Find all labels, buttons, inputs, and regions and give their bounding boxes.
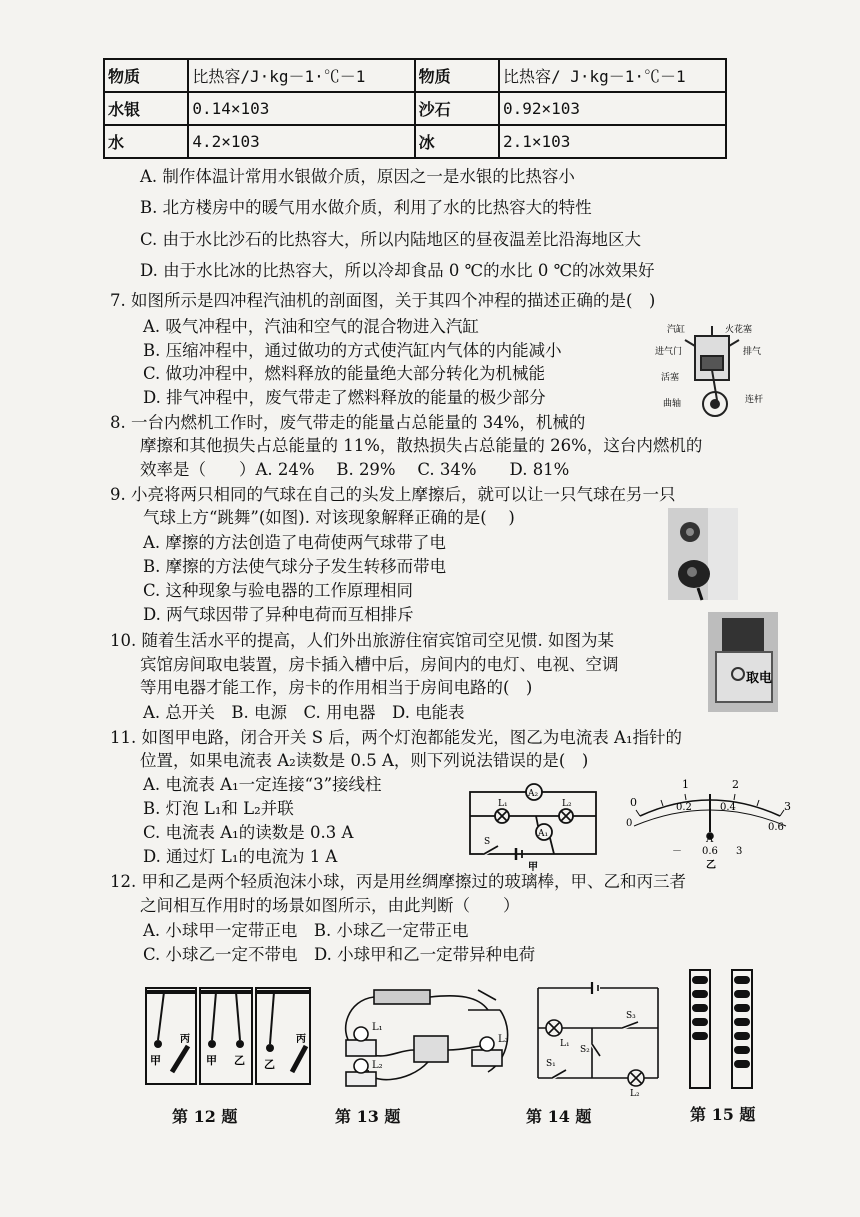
table-cell: 4.2×103 xyxy=(188,125,414,158)
ball-label: 甲 xyxy=(206,1054,217,1067)
table-cell: 0.92×103 xyxy=(499,92,726,125)
top-tick-label: 0 xyxy=(630,796,637,809)
lamp-l1-label: L₁ xyxy=(560,1039,570,1049)
q9-option-b: B. 摩擦的方法使气球分子发生转移而带电 xyxy=(143,557,447,576)
q7-option-d: D. 排气冲程中，废气带走了燃料释放的能量的极少部分 xyxy=(143,388,546,407)
room-card-switch-figure xyxy=(708,612,778,712)
ball-label: 甲 xyxy=(150,1054,161,1067)
balloon-photo-figure xyxy=(668,508,738,600)
q7-option-a: A. 吸气冲程中，汽油和空气的混合物进入汽缸 xyxy=(143,317,479,336)
q11-stem-line1: 11. 如图甲电路，闭合开关 S 后，两个灯泡都能发光，图乙为电流表 A₁指针的 xyxy=(110,728,683,747)
q11-option-b: B. 灯泡 L₁和 L₂并联 xyxy=(143,799,294,818)
top-tick-label: 1 xyxy=(682,778,689,791)
table-header-cell: 物质 xyxy=(104,59,188,92)
lamp-l2-label: L₂ xyxy=(630,1089,640,1099)
q10-options: A. 总开关 B. 电源 C. 用电器 D. 电能表 xyxy=(143,703,465,722)
figure-label: 进气门 xyxy=(655,347,683,357)
table-row xyxy=(104,125,726,158)
figure-label: 活塞 xyxy=(661,373,680,383)
q11-stem-line2: 位置，如果电流表 A₂读数是 0.5 A，则下列说法错误的是( ) xyxy=(140,751,589,770)
switch-s-label: S xyxy=(484,837,491,847)
q9-option-c: C. 这种现象与验电器的工作原理相同 xyxy=(143,581,414,600)
q7-stem: 7. 如图所示是四冲程汽油机的剖面图，关于其四个冲程的描述正确的是( ) xyxy=(110,291,656,310)
figure-13-real-circuit xyxy=(328,980,520,1092)
q7-option-b: B. 压缩冲程中，通过做功的方式使汽缸内气体的内能减小 xyxy=(143,341,562,360)
specific-heat-table xyxy=(103,58,727,159)
figure-label: 火花塞 xyxy=(725,325,753,335)
caption-figure-15: 第 15 题 xyxy=(690,1105,756,1124)
table-header-cell: 比热容/ J·kg－1·℃－1 xyxy=(499,59,726,92)
q9-stem-line2: 气球上方“跳舞”(如图). 对该现象解释正确的是( ) xyxy=(143,508,515,527)
q12-options-line2: C. 小球乙一定不带电 D. 小球甲和乙一定带异种电荷 xyxy=(143,945,536,964)
lamp-l2-label: L₂ xyxy=(562,799,572,809)
lamp-l3-label: L₃ xyxy=(498,1034,509,1045)
lamp-l1-label: L₁ xyxy=(372,1022,383,1033)
figure-12-charged-balls xyxy=(142,984,314,1088)
terminal-label: 0.6 xyxy=(702,846,718,857)
q12-stem-line1: 12. 甲和乙是两个轻质泡沫小球，丙是用丝绸摩擦过的玻璃棒，甲、乙和丙三者 xyxy=(110,872,686,891)
rod-label: 丙 xyxy=(296,1034,306,1045)
switch-s2-label: S₂ xyxy=(580,1045,590,1055)
q6-option-a: A. 制作体温计常用水银做介质，原因之一是水银的比热容小 xyxy=(140,167,575,186)
q6-option-b: B. 北方楼房中的暖气用水做介质，利用了水的比热容大的特性 xyxy=(140,198,592,217)
q6-option-c: C. 由于水比沙石的比热容大，所以内陆地区的昼夜温差比沿海地区大 xyxy=(140,230,642,249)
lamp-l2-label: L₂ xyxy=(372,1060,383,1071)
table-header-cell: 物质 xyxy=(415,59,499,92)
bottom-tick-label: 0.2 xyxy=(676,802,692,813)
engine-cross-section-figure xyxy=(655,318,775,426)
q11-option-d: D. 通过灯 L₁的电流为 1 A xyxy=(143,847,338,866)
terminal-label: 3 xyxy=(736,846,743,857)
ball-label: 乙 xyxy=(264,1058,275,1071)
table-cell: 水 xyxy=(104,125,188,158)
table-cell: 冰 xyxy=(415,125,499,158)
switch-s1-label: S₁ xyxy=(546,1059,556,1069)
caption-figure-14: 第 14 题 xyxy=(526,1107,592,1126)
q11-option-c: C. 电流表 A₁的读数是 0.3 A xyxy=(143,823,354,842)
ball-label: 乙 xyxy=(234,1054,245,1067)
figure-label: 排气 xyxy=(743,347,762,357)
table-cell: 沙石 xyxy=(415,92,499,125)
table-row xyxy=(104,92,726,125)
ammeter-a1-label: A₁ xyxy=(538,829,549,839)
bottom-tick-label: 0.4 xyxy=(720,802,736,813)
bottom-tick-label: 0 xyxy=(626,818,633,829)
top-tick-label: 3 xyxy=(784,800,791,813)
ammeter-dial-yi-figure xyxy=(622,776,798,870)
bottom-tick-label: 0.6 xyxy=(768,822,784,833)
ammeter-a2-label: A₂ xyxy=(528,789,539,799)
meter-unit-label: A xyxy=(706,834,714,845)
q7-option-c: C. 做功冲程中，燃料释放的能量绝大部分转化为机械能 xyxy=(143,364,546,383)
figure-name-yi: 乙 xyxy=(706,860,716,871)
q12-options-line1: A. 小球甲一定带正电 B. 小球乙一定带正电 xyxy=(143,921,469,940)
figure-name-jia: 甲 xyxy=(528,862,538,873)
lamp-l1-label: L₁ xyxy=(498,799,508,809)
terminal-label: － xyxy=(672,846,682,857)
q9-option-a: A. 摩擦的方法创造了电荷使两气球带了电 xyxy=(143,533,446,552)
q8-stem-line2: 摩擦和其他损失占总能量的 11%，散热损失占总能量的 26%，这台内燃机的 xyxy=(140,436,703,455)
table-header-row xyxy=(104,59,726,92)
q11-option-a: A. 电流表 A₁一定连接“3”接线柱 xyxy=(143,775,382,794)
table-cell: 水银 xyxy=(104,92,188,125)
q8-stem-line3: 效率是（ ）A. 24% B. 29% C. 34% D. 81% xyxy=(140,460,570,479)
q10-stem-line2: 宾馆房间取电装置，房卡插入槽中后，房间内的电灯、电视、空调 xyxy=(140,655,619,674)
q9-stem-line1: 9. 小亮将两只相同的气球在自己的头发上摩擦后，就可以让一只气球在另一只 xyxy=(110,485,676,504)
q10-stem-line1: 10. 随着生活水平的提高，人们外出旅游住宿宾馆司空见惯. 如图为某 xyxy=(110,631,614,650)
switch-label: 取电 xyxy=(746,671,773,686)
rod-label: 丙 xyxy=(180,1034,190,1045)
figure-14-circuit-diagram xyxy=(530,982,666,1099)
figure-15-tubes xyxy=(688,968,760,1090)
circuit-jia-figure xyxy=(462,782,602,873)
q8-stem-line1: 8. 一台内燃机工作时，废气带走的能量占总能量的 34%，机械的 xyxy=(110,413,586,432)
figure-label: 汽缸 xyxy=(667,325,686,335)
switch-s3-label: S₃ xyxy=(626,1011,636,1021)
figure-label: 连杆 xyxy=(745,395,764,405)
q9-option-d: D. 两气球因带了异种电荷而互相排斥 xyxy=(143,605,414,624)
q12-stem-line2: 之间相互作用时的场景如图所示，由此判断（ ） xyxy=(140,896,520,915)
figure-label: 曲轴 xyxy=(663,399,682,409)
table-cell: 0.14×103 xyxy=(188,92,414,125)
caption-figure-12: 第 12 题 xyxy=(172,1107,238,1126)
q10-stem-line3: 等用电器才能工作，房卡的作用相当于房间电路的( ) xyxy=(140,678,533,697)
table-cell: 2.1×103 xyxy=(499,125,726,158)
caption-figure-13: 第 13 题 xyxy=(335,1107,401,1126)
q6-option-d: D. 由于水比冰的比热容大，所以冷却食品 0 ℃的水比 0 ℃的冰效果好 xyxy=(140,261,655,280)
tube-rings xyxy=(692,976,750,1068)
table-header-cell: 比热容/J·kg－1·℃－1 xyxy=(188,59,414,92)
top-tick-label: 2 xyxy=(732,778,739,791)
